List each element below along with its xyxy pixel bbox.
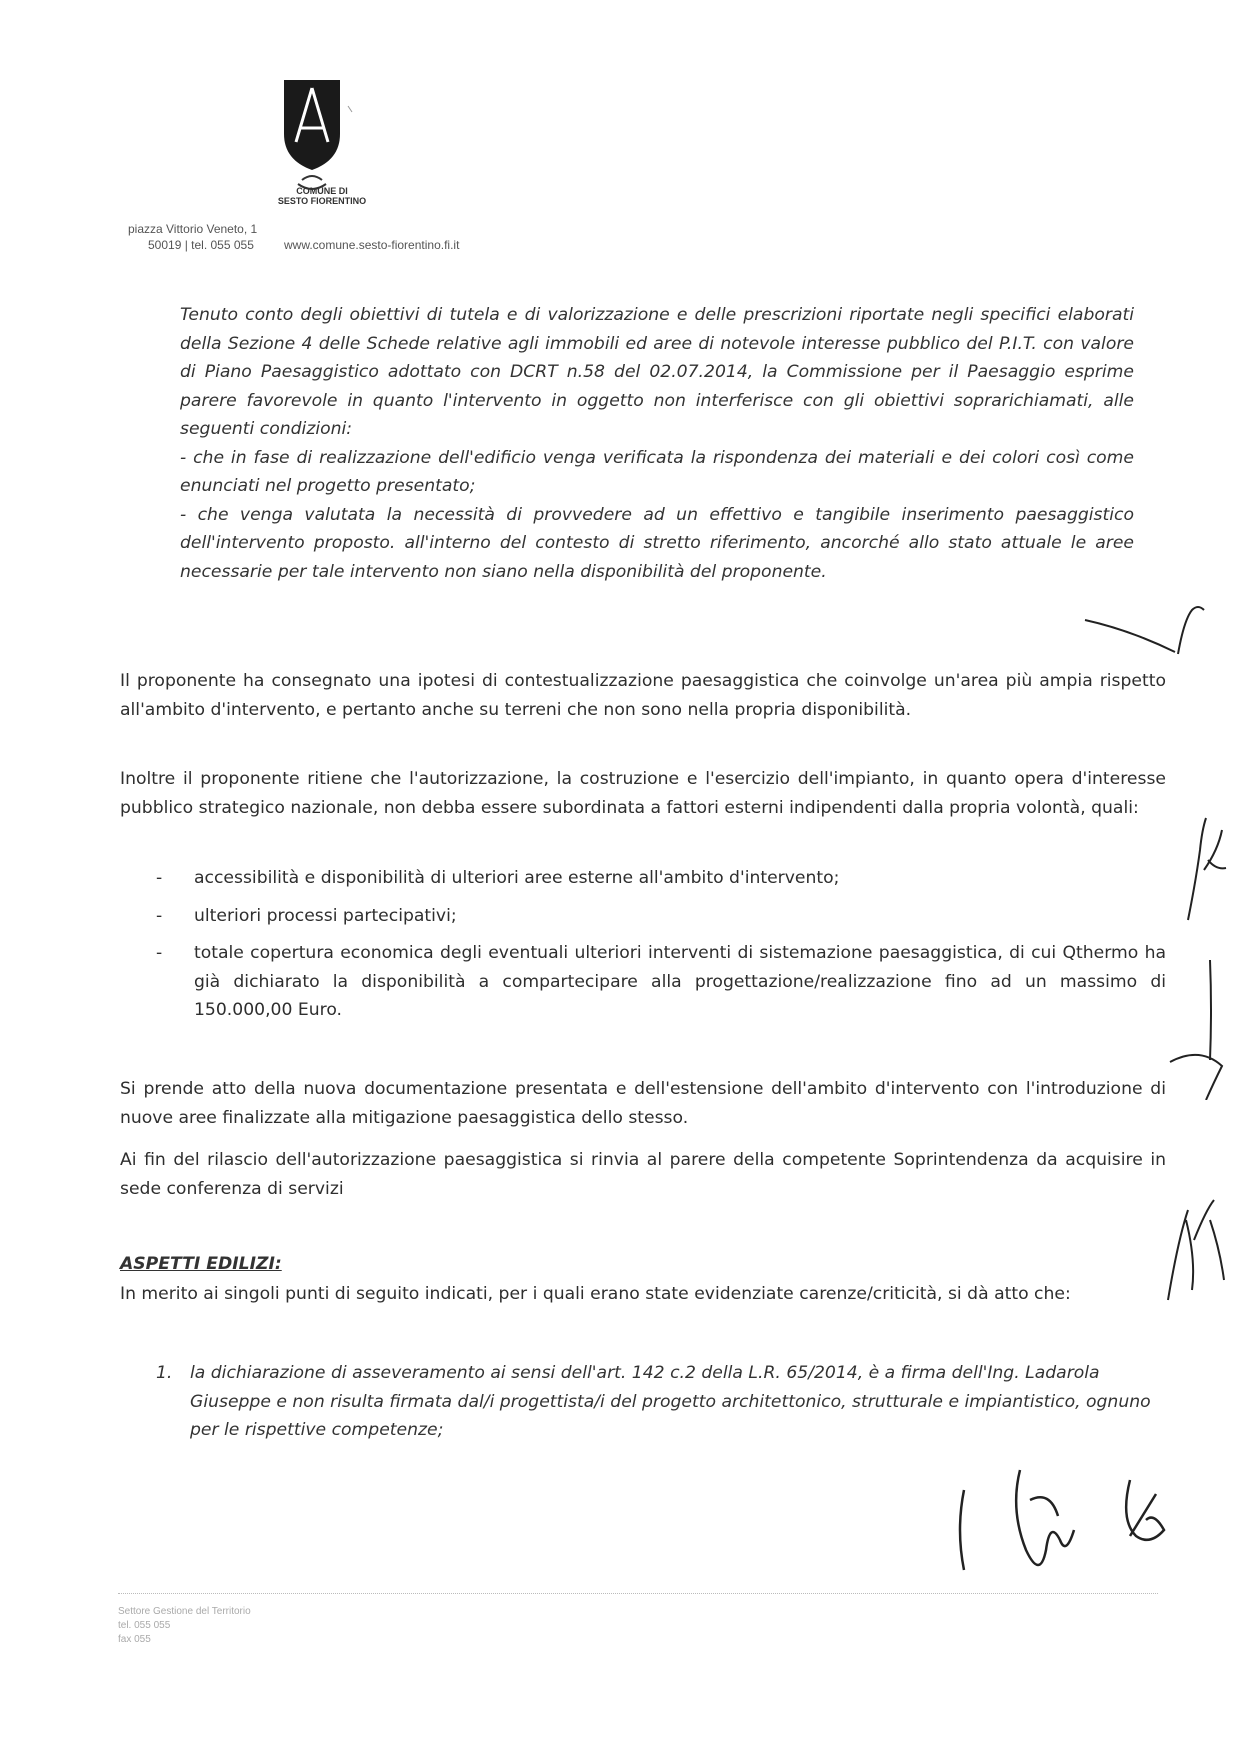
list-item-text: totale copertura economica degli eventuali ulteriori interventi di sistemazione paesaggistica, di cui Qthermo ha già dichiarato la disponibilità a compartecipare alla progettazione/realizzazione fino ad un massimo di 150.000,00 Euro.	[194, 943, 1166, 1020]
list-item-text: ulteriori processi partecipativi;	[194, 905, 457, 926]
address-phone: 50019 | tel. 055 055	[148, 238, 254, 252]
footer-line1: Settore Gestione del Territorio	[118, 1606, 251, 1617]
paragraph-new-documentation	[120, 1075, 1166, 1132]
list-item	[120, 864, 1166, 893]
municipal-coat-of-arms-icon	[272, 72, 382, 202]
paragraph-contextualization	[120, 667, 1166, 724]
paragraph-proponent-position	[120, 765, 1166, 822]
deficiencies-list	[120, 1359, 1166, 1445]
external-factors-list	[120, 864, 1166, 1034]
bullet-dash: -	[156, 905, 163, 926]
condition-landscape: - che venga valutata la necessità di provvedere ad un effettivo e tangibile inserimento paesaggistico dell'intervento proposto. all'interno del contesto di stretto riferimento, ancorché allo stato attuale le aree necessarie per tale intervento non siano nella disponibilità del proponente.	[180, 504, 1134, 582]
address-street: piazza Vittorio Veneto, 1	[128, 222, 258, 236]
section-heading: ASPETTI EDILIZI:	[120, 1254, 282, 1274]
municipality-name	[262, 186, 382, 206]
footer-line2: tel. 055 055	[118, 1620, 171, 1631]
paragraph-text: Il proponente ha consegnato una ipotesi di contestualizzazione paesaggistica che coinvolge un'area più ampia rispetto all'ambito d'intervento, e pertanto anche su terreni che non sono nella propria disponibilità.	[120, 671, 1166, 720]
list-item	[120, 1359, 1166, 1445]
condition-materials: - che in fase di realizzazione dell'edificio venga verificata la rispondenza dei materiali e dei colori così come enunciati nel progetto presentato;	[180, 447, 1134, 496]
item-number: 1.	[156, 1363, 173, 1383]
list-item-text: la dichiarazione di asseveramento ai sensi dell'art. 142 c.2 della L.R. 65/2014, è a firma dell'Ing. Ladarola Giuseppe e non risulta firmata dal/i progettista/i del progetto architettonico, strutturale e impiantistico, ognuno per le rispettive competenze;	[190, 1363, 1151, 1440]
section-intro-text: In merito ai singoli punti di seguito indicati, per i quali erano state evidenziate carenze/criticità, si dà atto che:	[120, 1284, 1071, 1304]
logo-caption-line1: COMUNE DI	[296, 186, 348, 196]
list-item	[120, 902, 1166, 931]
list-item	[120, 939, 1166, 1025]
website-link[interactable]: www.comune.sesto-fiorentino.fi.it	[284, 238, 460, 252]
margin-initials-signature	[1080, 590, 1210, 670]
commission-opinion-text: Tenuto conto degli obiettivi di tutela e di valorizzazione e delle prescrizioni riportate negli specifici elaborati della Sezione 4 delle Schede relative agli immobili ed aree di notevole interesse pubblico del P.I.T. con valore di Piano Paesaggistico adottato con DCRT n.58 del 02.07.2014, la Commissione per il Paesaggio esprime parere favorevole in quanto l'intervento in oggetto non interferisce con gli obiettivi soprarichiamati, alle seguenti condizioni:	[180, 305, 1134, 439]
margin-initials-signature	[1158, 1180, 1233, 1310]
bottom-signatures	[950, 1460, 1180, 1590]
footer-divider	[118, 1593, 1158, 1594]
bullet-dash: -	[156, 943, 163, 963]
margin-initials-signature	[1178, 810, 1233, 930]
logo-caption-line2: SESTO FIORENTINO	[277, 196, 367, 206]
list-item-text: accessibilità e disponibilità di ulteriori aree esterne all'ambito d'intervento;	[194, 868, 840, 888]
section-intro	[120, 1280, 1166, 1309]
paragraph-text: Inoltre il proponente ritiene che l'autorizzazione, la costruzione e l'esercizio dell'impianto, in quanto opera d'interesse pubblico strategico nazionale, non debba essere subordinata a fattori esterni indipendenti dalla propria volontà, quali:	[120, 769, 1166, 818]
footer-line3: fax 055	[118, 1634, 151, 1645]
bullet-dash: -	[156, 868, 163, 888]
paragraph-text: Si prende atto della nuova documentazione presentata e dell'estensione dell'ambito d'intervento con l'introduzione di nuove aree finalizzate alla mitigazione paesaggistica dello stesso.	[120, 1079, 1166, 1128]
paragraph-text: Ai fin del rilascio dell'autorizzazione paesaggistica si rinvia al parere della competente Soprintendenza da acquisire in sede conferenza di servizi	[120, 1150, 1166, 1199]
margin-initials-signature	[1160, 950, 1230, 1100]
commission-opinion-block	[180, 301, 1134, 586]
paragraph-soprintendenza	[120, 1146, 1166, 1203]
